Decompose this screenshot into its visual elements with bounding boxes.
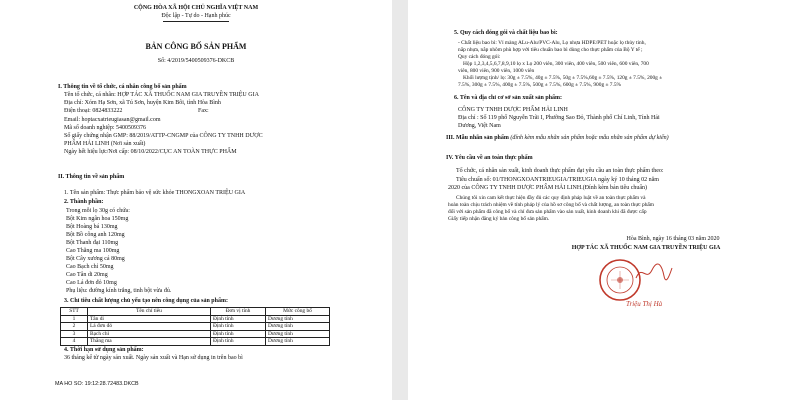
section6-heading: 6. Tên và địa chỉ cơ sở sản xuất sản phẩm: <box>454 95 563 101</box>
signer-name: Triệu Thị Hà <box>626 300 663 308</box>
org-fax: Fax: <box>198 108 209 114</box>
packaging-line: viên, 800 viên, 900 viên, 1000 viên <box>458 68 535 74</box>
republic-header: CỘNG HÒA XÃ HỘI CHỦ NGHĨA VIỆT NAM <box>133 5 259 11</box>
org-tax-code: Mã số doanh nghiệp: 5400509376 <box>64 125 146 131</box>
manufacturer-name: CÔNG TY TNHH DƯỢC PHẨM HẢI LINH <box>458 107 568 113</box>
ingredient-line: Bột Cây xương cá 80mg <box>66 256 125 262</box>
record-code-footer: MA HO SO: 19:12:28.72483.DKCB <box>55 381 139 387</box>
table-cell: 4 <box>61 338 88 346</box>
table-cell: 3 <box>61 330 88 338</box>
packaging-line: 7.5%, 300g ± 7.5%, 400g ± 7.5%, 500g ± 7.5%, 600g ± 7.5%, 900g ± 7.5% <box>458 82 622 88</box>
table-row <box>61 330 330 338</box>
table-header-row <box>61 308 330 316</box>
ingredient-line: Cao Thăng ma 100mg <box>66 248 120 254</box>
commitment-line: đối với sản phẩm đã công bố và chỉ đưa sản phẩm vào sản xuất, kinh doanh khi đã được cấp <box>448 209 647 215</box>
product-name: 1. Tên sản phẩm: Thực phẩm bảo vệ sức khỏe THONGXOAN TRIỆU GIA <box>64 190 246 196</box>
document-title: BẢN CÔNG BỐ SẢN PHẨM <box>145 42 247 51</box>
ingredient-line: Bột Bồ công anh 120mg <box>66 232 125 238</box>
ingredient-line: Bột Hoàng bá 130mg <box>66 224 118 230</box>
quality-table <box>60 307 330 346</box>
page-left <box>0 0 392 400</box>
table-cell: Dương tính <box>266 315 330 323</box>
quality-heading: 3. Chỉ tiêu chất lượng chủ yếu tạo nên công dụng của sản phẩm: <box>64 298 228 304</box>
ingredient-line: Cao Lá đơn đỏ 10mg <box>66 280 117 286</box>
table-row <box>61 338 330 346</box>
packaging-line: Khối lượng tịnh/ lọ: 30g ± 7.5%, 40g ± 7.5%, 50g ± 7.5%,60g ± 7.5%, 120g ± 7.5%, 200g ± <box>463 75 663 81</box>
commitment-line: Giấy tiếp nhận đăng ký bản công bố sản phẩm. <box>448 216 550 222</box>
commitment-line: hoàn toàn chịu trách nhiệm về tính pháp lý của hồ sơ công bố và chất lượng, an toàn thực phẩm <box>448 202 655 208</box>
ingredient-line: Bột Thanh đại 110mg <box>66 240 119 246</box>
table-cell: Thăng ma <box>88 338 211 346</box>
table-cell: Định tính <box>211 315 266 323</box>
gmp-certificate-cont: PHẨM HẢI LINH (Nơi sản xuất) <box>64 141 146 147</box>
table-cell: Tân di <box>88 315 211 323</box>
table-cell: Dương tính <box>266 330 330 338</box>
section5-heading: 5. Quy cách đóng gói và chất liệu bao bì: <box>454 30 558 36</box>
shelf-life-heading: 4. Thời hạn sử dụng sản phẩm: <box>64 347 144 353</box>
ingredient-line: Cao Tân di 20mg <box>66 272 108 278</box>
table-cell: Định tính <box>211 330 266 338</box>
packaging-line: Quy cách đóng gói: <box>458 54 501 60</box>
page-right <box>408 0 800 400</box>
excipients: Phụ liệu: đường kính trắng, tinh bột vừa đủ. <box>66 288 172 294</box>
standard-line: 2020 của CÔNG TY TNHH DƯỢC PHẨM HẢI LINH.(Đính kèm bản tiêu chuẩn) <box>448 185 648 191</box>
header-divider <box>163 21 229 22</box>
table-cell: 2 <box>61 323 88 331</box>
column-header: STT <box>61 308 88 316</box>
gmp-certificate: Số giấy chứng nhận GMP: 88/2019/ATTP-CNGMP của CÔNG TY TNHH DƯỢC <box>64 133 263 139</box>
section2-heading: II. Thông tin về sản phẩm <box>58 174 125 180</box>
table-row <box>61 315 330 323</box>
table-row <box>61 323 330 331</box>
shelf-life-text: 36 tháng kể từ ngày sản xuất. Ngày sản xuất và Hạn sử dụng in trên bao bì <box>64 355 243 361</box>
org-email: Email: hoptacxatrieugiasan@gmail.com <box>64 117 161 123</box>
standard-line: Tiêu chuẩn số: 01/THONGXOANTRIEUGIA/TRIEUGIA ngày ký 10 tháng 02 năm <box>456 177 659 183</box>
section4-heading: IV. Yêu cầu về an toàn thực phẩm <box>446 155 533 161</box>
motto: Độc lập - Tự do - Hạnh phúc <box>161 13 231 19</box>
table-cell: Lá đơn đỏ <box>88 323 211 331</box>
document-number: Số: 4/2019/5400509376-DKCB <box>157 58 235 64</box>
table-cell: Bạch chỉ <box>88 330 211 338</box>
section1-heading: I. Thông tin về tổ chức, cá nhân công bố sản phẩm <box>58 84 187 90</box>
gmp-expiry: Ngày hết hiệu lực/Nơi cấp: 08/10/2022/CỤC AN TOÀN THỰC PHẨM <box>64 149 237 155</box>
table-cell: Dương tính <box>266 323 330 331</box>
table-cell: Định tính <box>211 323 266 331</box>
safety-paragraph-1: Tổ chức, cá nhân sản xuất, kinh doanh thực phẩm đạt yêu cầu an toàn thực phẩm theo: <box>456 168 664 174</box>
section3-note: (đính kèm mẫu nhãn sản phẩm hoặc mẫu nhãn sản phẩm dự kiến) <box>510 135 669 141</box>
ingredient-line: Trong mỗi lọ 30g có chứa: <box>66 208 130 214</box>
table-cell: Dương tính <box>266 338 330 346</box>
org-phone: Điện thoại: 0824833222 <box>64 108 123 114</box>
column-header: Tên chỉ tiêu <box>88 308 211 316</box>
column-header: Mức công bố <box>266 308 330 316</box>
table-cell: Định tính <box>211 338 266 346</box>
ingredients-heading: 2. Thành phần: <box>64 199 104 205</box>
column-header: Đơn vị tính <box>211 308 266 316</box>
table-cell: 1 <box>61 315 88 323</box>
packaging-line: nắp nhựa, nắp nhôm phù hợp với tiêu chuẩn bao bì dùng cho thực phẩm của Bộ Y tế ; <box>458 47 643 53</box>
packaging-line: Hộp 1,2,3,4,5,6,7,8,9,10 lọ x Lọ 200 viên, 300 viên, 400 viên, 500 viên, 600 viên, 700 <box>463 61 649 67</box>
org-name: Tên tổ chức, cá nhân: HỢP TÁC XÃ THUỐC NAM GIA TRUYỀN TRIỆU GIA <box>64 92 259 98</box>
packaging-line: - Chất liệu bao bì: Vỉ màng ALu-Alu/PVC-Alu, Lọ nhựa HDPE/PET hoặc lọ thủy tinh, <box>458 40 646 46</box>
ingredient-line: Bột Kim ngân hoa 150mg <box>66 216 129 222</box>
place-date: Hòa Bình, ngày 16 tháng 03 năm 2020 <box>626 236 720 242</box>
signature-scribble <box>634 262 674 284</box>
signing-organization: HỢP TÁC XÃ THUỐC NAM GIA TRUYỀN TRIỆU GIA <box>571 245 721 251</box>
ingredient-line: Cao Bạch chỉ 50mg <box>66 264 114 270</box>
section3-heading: III. Mẫu nhãn sản phẩm <box>446 135 509 141</box>
section3-heading-row <box>446 135 669 141</box>
org-address: Địa chỉ: Xóm Hạ Sơn, xã Tú Sơn, huyện Kim Bôi, tỉnh Hòa Bình <box>64 100 221 106</box>
manufacturer-address-cont: Dương, Việt Nam <box>458 123 501 129</box>
manufacturer-address: Địa chỉ : Số 119 phố Nguyễn Trãi I, Phường Sao Đỏ, Thành phố Chí Linh, Tỉnh Hải <box>458 115 660 121</box>
commitment-line: Chúng tôi xin cam kết thực hiện đầy đủ các quy định pháp luật về an toàn thực phẩm và <box>456 195 646 201</box>
